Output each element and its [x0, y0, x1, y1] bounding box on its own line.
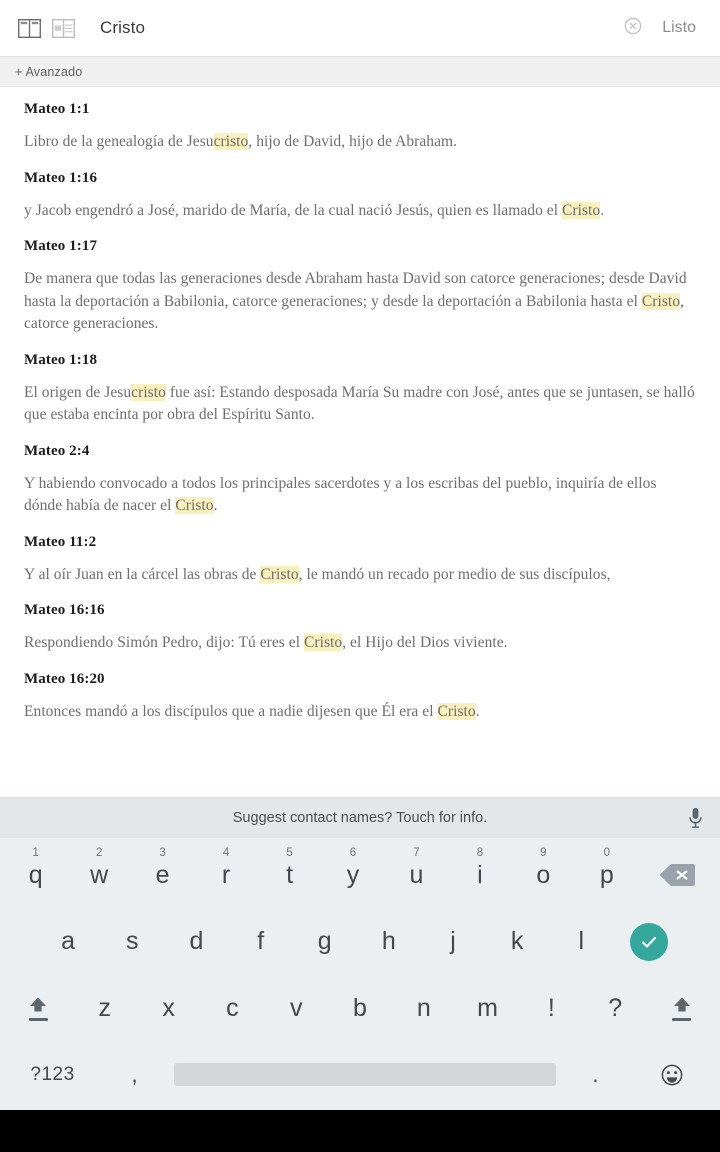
key-label: a	[61, 927, 76, 956]
key-e[interactable]	[131, 842, 194, 909]
verse-text-segment: , hijo de David, hijo de Abraham.	[248, 133, 458, 150]
search-term-highlight: Cristo	[175, 497, 214, 514]
key-number-hint: 1	[32, 847, 39, 859]
verse-text	[24, 564, 698, 587]
search-term-highlight: Cristo	[260, 565, 299, 583]
check-enter-icon[interactable]	[613, 909, 684, 976]
key-x[interactable]	[137, 975, 201, 1042]
key-label: o	[536, 860, 551, 889]
verse-text-segment: El origen de Jesu	[24, 383, 132, 401]
key-![interactable]	[519, 975, 583, 1042]
key-y[interactable]	[321, 842, 384, 909]
verse-reference[interactable]: Mateo 16:20	[24, 670, 105, 687]
verse-text-segment: y Jacob engendró a José, marido de María, de la cual nació Jesús, quien es llamado el	[24, 201, 563, 219]
key-label: g	[317, 927, 332, 956]
advanced-search-bar[interactable]	[0, 57, 720, 87]
done-button[interactable]: Listo	[662, 19, 696, 36]
key-label: .	[592, 1061, 599, 1087]
verse-reference[interactable]: Mateo 1:18	[24, 351, 98, 368]
key-label: x	[162, 993, 175, 1022]
suggestion-text[interactable]: Suggest contact names? Touch for info.	[232, 810, 488, 826]
key-label: h	[381, 927, 396, 956]
key-r[interactable]	[194, 842, 257, 909]
key-s[interactable]	[100, 909, 164, 976]
search-term-highlight: Cristo	[303, 634, 343, 651]
key-number-hint: 6	[349, 847, 357, 859]
key-l[interactable]	[549, 909, 613, 976]
key-label: s	[125, 927, 139, 956]
key-i[interactable]	[448, 842, 511, 909]
clear-circle-icon[interactable]	[624, 17, 642, 40]
verse-reference[interactable]: Mateo 11:2	[24, 533, 97, 550]
split-panel-icon[interactable]	[18, 19, 41, 38]
enter-key-circle	[630, 923, 668, 961]
key-number-hint: 7	[413, 847, 420, 859]
key-label: e	[155, 860, 170, 889]
key-label: w	[90, 860, 109, 889]
verse-reference[interactable]: Mateo 1:16	[24, 169, 98, 186]
microphone-icon[interactable]	[682, 805, 708, 831]
advanced-search-label: + Avanzado	[15, 64, 83, 79]
keyboard-row-2	[4, 909, 716, 976]
key-b[interactable]	[328, 975, 392, 1042]
key-number-hint: 4	[222, 847, 230, 859]
verse-text-segment: , le mandó un recado por medio de sus discípulos,	[298, 565, 611, 583]
search-results-list[interactable]	[0, 87, 720, 797]
verse-text-segment: Respondiendo Simón Pedro, dijo: Tú eres el	[24, 634, 304, 651]
key-label: y	[346, 860, 360, 889]
key-label: i	[477, 860, 483, 889]
search-term-highlight: Cristo	[562, 201, 601, 219]
key-label: q	[28, 860, 43, 889]
key-o[interactable]	[512, 842, 575, 909]
key-label: r	[221, 860, 231, 889]
search-term-highlight: Cristo	[641, 292, 681, 310]
verse-text	[24, 200, 698, 223]
verse-text-segment: .	[475, 702, 480, 720]
verse-text-segment: Y habiendo convocado a todos los principales sacerdotes y a los escribas del pueblo, inquiría de ellos dónde había de nacer el	[24, 474, 657, 514]
key-n[interactable]	[392, 975, 456, 1042]
shift-underline	[29, 1018, 48, 1021]
key-label: d	[189, 927, 204, 956]
verse-block[interactable]	[24, 352, 698, 427]
verse-text	[24, 382, 698, 427]
key-a[interactable]	[36, 909, 100, 976]
app-header	[0, 0, 720, 57]
emoji-smiley-icon[interactable]	[629, 1042, 716, 1109]
verse-text-segment: fue así: Estando desposada María Su madre con José, antes que se juntasen, se halló que estaba encinta por obra del Espíritu Santo.	[24, 383, 695, 423]
verse-text-segment: Libro de la genealogía de Jesu	[24, 133, 214, 150]
period-key[interactable]	[562, 1042, 629, 1109]
verse-reference[interactable]: Mateo 16:16	[24, 602, 105, 618]
key-label: b	[353, 993, 367, 1022]
verse-text-segment: Y al oír Juan en la cárcel las obras de	[24, 565, 261, 583]
key-number-hint: 0	[603, 847, 610, 859]
search-term-highlight: cristo	[131, 383, 166, 401]
verse-text	[24, 268, 698, 336]
key-label: t	[286, 860, 294, 889]
header-right-group	[624, 17, 698, 40]
keyboard-row-3	[4, 975, 716, 1042]
comma-key[interactable]	[101, 1042, 168, 1109]
symbols-key[interactable]	[4, 1042, 101, 1109]
backspace-icon[interactable]	[639, 842, 716, 909]
key-label: !	[547, 993, 555, 1022]
key-?[interactable]	[583, 975, 647, 1042]
key-v[interactable]	[264, 975, 328, 1042]
key-g[interactable]	[293, 909, 357, 976]
key-number-hint: 2	[95, 847, 103, 859]
key-label: j	[450, 927, 456, 956]
key-h[interactable]	[357, 909, 421, 976]
search-term-highlight: cristo	[213, 133, 249, 150]
verse-block[interactable]	[24, 602, 698, 655]
key-label: f	[257, 927, 265, 956]
verse-block[interactable]	[24, 101, 698, 154]
verse-text-segment: .	[600, 201, 605, 219]
key-f[interactable]	[228, 909, 292, 976]
shift-arrow	[671, 996, 693, 1013]
key-label: l	[578, 927, 585, 956]
soft-keyboard[interactable]	[0, 838, 720, 1110]
spacebar-surface[interactable]	[174, 1063, 556, 1086]
verse-reference[interactable]: Mateo 2:4	[24, 442, 90, 459]
key-q[interactable]	[4, 842, 67, 909]
key-p[interactable]	[575, 842, 638, 909]
key-label: p	[599, 860, 614, 889]
verse-block[interactable]	[24, 671, 698, 724]
verse-text-segment: De manera que todas las generaciones desde Abraham hasta David son catorce generaciones; desde David hasta la deportación a Babilonia, catorce generaciones; y desde la deportación a Babilonia hasta el	[24, 270, 687, 310]
verse-text-segment: Entonces mandó a los discípulos que a nadie dijesen que Él era el	[24, 702, 438, 720]
space-key[interactable]	[168, 1042, 562, 1109]
key-number-hint: 8	[476, 847, 484, 859]
key-label: u	[409, 860, 424, 889]
search-term-highlight: Cristo	[437, 702, 476, 720]
page-title: Cristo	[100, 18, 145, 37]
key-j[interactable]	[421, 909, 485, 976]
key-label: v	[289, 993, 303, 1022]
shift-icon-left[interactable]	[4, 975, 73, 1042]
key-k[interactable]	[485, 909, 549, 976]
key-c[interactable]	[201, 975, 265, 1042]
keyboard-suggestion-strip[interactable]	[0, 797, 720, 838]
key-label: c	[226, 993, 239, 1022]
key-number-hint: 3	[159, 847, 166, 859]
verse-reference[interactable]: Mateo 1:1	[24, 101, 90, 117]
key-label: ?123	[30, 1064, 75, 1086]
key-m[interactable]	[456, 975, 520, 1042]
key-u[interactable]	[385, 842, 448, 909]
shift-arrow	[27, 996, 49, 1013]
verse-text-segment: .	[213, 497, 218, 514]
key-number-hint: 5	[286, 847, 293, 859]
key-z[interactable]	[73, 975, 137, 1042]
verse-text	[24, 473, 698, 518]
key-label: ,	[131, 1061, 138, 1087]
shift-underline	[672, 1018, 691, 1021]
verse-text	[24, 701, 698, 724]
keyboard-row-1	[4, 842, 716, 909]
key-w[interactable]	[67, 842, 130, 909]
key-number-hint: 9	[540, 847, 547, 859]
key-label: z	[98, 993, 112, 1022]
verse-text	[24, 131, 698, 154]
shift-icon-right[interactable]	[647, 975, 716, 1042]
verse-text	[24, 632, 698, 655]
header-left-group	[18, 18, 145, 38]
parallel-panel-icon[interactable]	[52, 19, 75, 38]
keyboard-row-4	[4, 1042, 716, 1109]
key-t[interactable]	[258, 842, 321, 909]
system-navigation-bar	[0, 1110, 720, 1152]
verse-block[interactable]	[24, 534, 698, 587]
verse-block[interactable]	[24, 238, 698, 336]
verse-block[interactable]	[24, 170, 698, 223]
key-d[interactable]	[164, 909, 228, 976]
verse-block[interactable]	[24, 443, 698, 518]
verse-text-segment: , el Hijo del Dios viviente.	[342, 634, 508, 651]
key-label: m	[477, 993, 498, 1022]
key-label: k	[510, 927, 524, 956]
verse-text-segment: , catorce generaciones.	[24, 292, 684, 332]
key-label: n	[416, 993, 431, 1022]
verse-reference[interactable]: Mateo 1:17	[24, 238, 98, 254]
key-label: ?	[608, 993, 623, 1022]
